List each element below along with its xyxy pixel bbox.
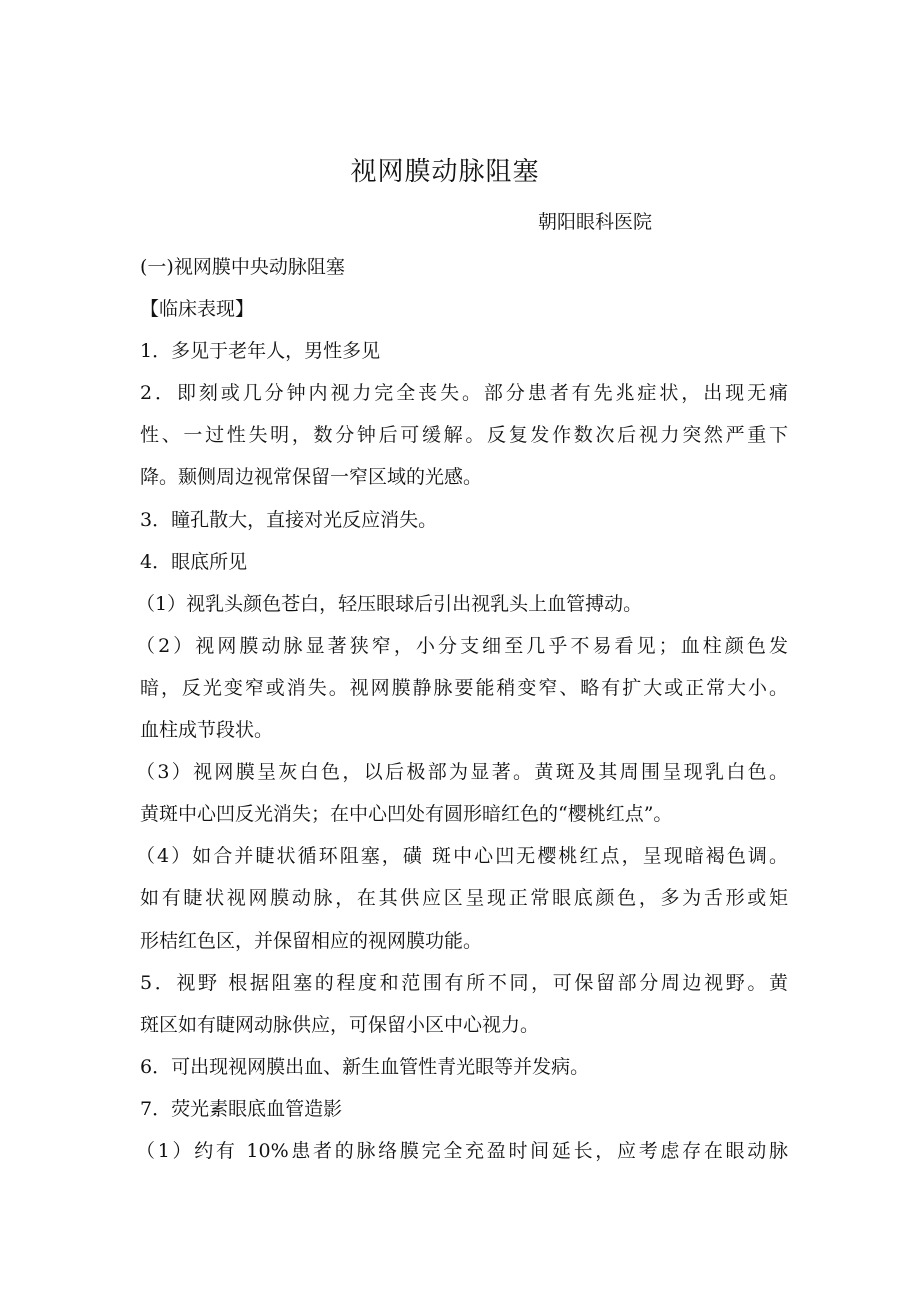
paragraph-line: 降。颞侧周边视常保留一窄区域的光感。 — [140, 466, 483, 489]
document-body — [136, 246, 788, 1172]
paragraph-line: 5．视野 根据阻塞的程度和范围有所不同，可保留部分周边视野。黄 — [140, 971, 788, 994]
paragraph-line: （1）约有 10%患者的脉络膜完全充盈时间延长，应考虑存在眼动脉 — [136, 1139, 788, 1162]
paragraph-line: 7．荧光素眼底血管造影 — [140, 1097, 343, 1120]
document-title: 视网膜动脉阻塞 — [350, 157, 540, 187]
document-author: 朝阳眼科医院 — [538, 211, 653, 233]
paragraph-line: （3）视网膜呈灰白色，以后极部为显著。黄斑及其周围呈现乳白色。 — [136, 761, 788, 784]
paragraph-line: 血柱成节段状。 — [140, 719, 274, 742]
paragraph-line: 2．即刻或几分钟内视力完全丧失。部分患者有先兆症状，出现无痛 — [140, 382, 788, 405]
paragraph-line: 性、一过性失明，数分钟后可缓解。反复发作数次后视力突然严重下 — [140, 424, 788, 447]
paragraph-line: 斑区如有睫网动脉供应，可保留小区中心视力。 — [140, 1013, 540, 1036]
paragraph-line: 3．瞳孔散大，直接对光反应消失。 — [140, 508, 438, 531]
section-heading: (一)视网膜中央动脉阻塞 — [140, 256, 345, 278]
subsection-heading: 【临床表现】 — [140, 298, 255, 321]
paragraph-line: 6．可出现视网膜出血、新生血管性青光眼等并发病。 — [140, 1055, 590, 1078]
paragraph-line: （4）如合并睫状循环阻塞，磺 斑中心凹无樱桃红点，呈现暗褐色调。 — [136, 845, 788, 868]
paragraph-line: 如有睫状视网膜动脉，在其供应区呈现正常眼底颜色，多为舌形或矩 — [140, 887, 788, 910]
paragraph-line: 暗，反光变窄或消失。视网膜静脉要能稍变窄、略有扩大或正常大小。 — [140, 676, 788, 699]
paragraph-line: 形桔红色区，并保留相应的视网膜功能。 — [140, 929, 483, 952]
paragraph-line: 4．眼底所见 — [140, 550, 248, 573]
paragraph-line: （1）视乳头颜色苍白，轻压眼球后引出视乳头上血管搏动。 — [136, 592, 643, 615]
paragraph-line: 黄斑中心凹反光消失；在中心凹处有圆形暗红色的“樱桃红点”。 — [140, 803, 673, 826]
paragraph-line: 1．多见于老年人，男性多见 — [140, 340, 381, 363]
paragraph-line: （2）视网膜动脉显著狭窄，小分支细至几乎不易看见；血柱颜色发 — [136, 634, 788, 657]
